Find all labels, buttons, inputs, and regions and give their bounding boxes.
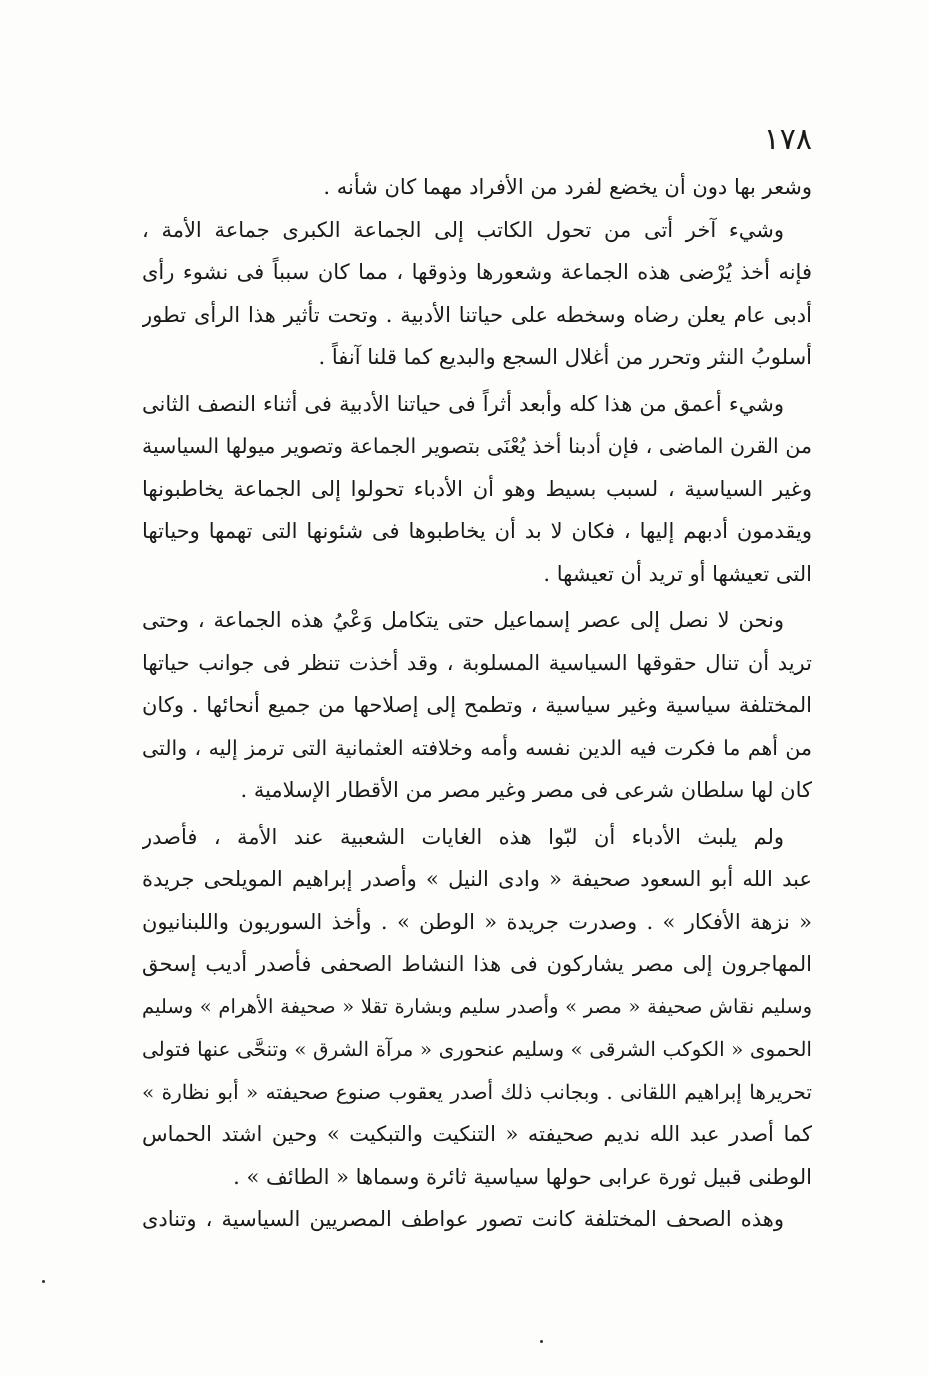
body-text (142, 166, 812, 1241)
text-line: وغير السياسية ، لسبب بسيط وهو أن الأدباء تحولوا إلى الجماعة يخاطبونها (142, 476, 812, 501)
paragraph (142, 383, 812, 596)
text-line: وهذه الصحف المختلفة كانت تصور عواطف المصريين السياسية ، وتنادى (142, 1207, 784, 1231)
text-line: ويقدمون أدبهم إليها ، فكان لا بد أن يخاطبوها فى شئونها التى تهمها وحياتها (142, 519, 812, 543)
scan-speck (42, 1280, 45, 1283)
text-line: أسلوبُ النثر وتحرر من أغلال السجع والبديع كما قلنا آنفاً . (318, 345, 812, 369)
text-line: ولم يلبث الأدباء أن لبّوا هذه الغايات الشعبية عند الأمة ، فأصدر (142, 824, 784, 849)
text-line: من أهم ما فكرت فيه الدين نفسه وأمه وخلافته العثمانية التى ترمز إليه ، والتى (142, 735, 812, 760)
text-line: « نزهة الأفكار » . وصدرت جريدة « الوطن » . وأخذ السوريون واللبنانيون (142, 909, 812, 934)
text-line: تحريرها إبراهيم اللقانى . وبجانب ذلك أصدر يعقوب صنوع صحيفته « أبو نظارة » (142, 1079, 812, 1104)
text-line: كما أصدر عبد الله نديم صحيفته « التنكيت والتبكيت » وحين اشتد الحماس (142, 1122, 812, 1146)
text-line: كان لها سلطان شرعى فى مصر وغير مصر من الأقطار الإسلامية . (240, 778, 812, 802)
page-number: ١٧٨ (763, 122, 812, 157)
text-line: أدبى عام يعلن رضاه وسخطه على حياتنا الأدبية . وتحت تأثير هذا الرأى تطور (142, 302, 812, 327)
text-line: من القرن الماضى ، فإن أدبنا أخذ يُعْنَى بتصوير الجماعة وتصوير ميولها السياسية (142, 434, 812, 458)
text-line: وسليم نقاش صحيفة « مصر » وأصدر سليم وبشارة تقلا « صحيفة الأهرام » وسليم (142, 994, 812, 1018)
text-line: ونحن لا نصل إلى عصر إسماعيل حتى يتكامل وَعْيُ هذه الجماعة ، وحتى (142, 608, 784, 632)
scan-speck (540, 1340, 543, 1343)
text-line: الحموى « الكوكب الشرقى » وسليم عنحورى « مرآة الشرق » وتنحَّى عنها فتولى (142, 1037, 812, 1061)
text-line: المهاجرون إلى مصر يشاركون فى هذا النشاط الصحفى فأصدر أديب إسحق (142, 952, 812, 976)
text-line: التى تعيشها أو تريد أن تعيشها . (543, 561, 812, 586)
text-line: المختلفة سياسية وغير سياسية ، وتطمح إلى إصلاحها من جميع أنحائها . وكان (142, 693, 812, 717)
text-line: تريد أن تنال حقوقها السياسية المسلوبة ، وقد أخذت تنظر فى جوانب حياتها (142, 650, 812, 675)
text-line: فإنه أخذ يُرْضى هذه الجماعة وشعورها وذوقها ، مما كان سبباً فى نشوء رأى (142, 260, 812, 284)
text-line: عبد الله أبو السعود صحيفة « وادى النيل » وأصدر إبراهيم المويلحى جريدة (142, 867, 812, 891)
text-line: الوطنى قبيل ثورة عرابى حولها سياسية ثائرة وسماها « الطائف » . (233, 1164, 812, 1189)
text-line: وشعر بها دون أن يخضع لفرد من الأفراد مهما كان شأنه . (323, 175, 812, 199)
paragraph (142, 209, 812, 379)
text-line: وشيء أعمق من هذا كله وأبعد أثراً فى حياتنا الأدبية فى أثناء النصف الثانى (142, 391, 784, 416)
text-line: وشيء آخر أتى من تحول الكاتب إلى الجماعة الكبرى جماعة الأمة ، (142, 217, 784, 242)
paragraph (142, 599, 812, 812)
paragraph (142, 816, 812, 1199)
paragraph (142, 166, 812, 209)
paragraph (142, 1198, 812, 1241)
